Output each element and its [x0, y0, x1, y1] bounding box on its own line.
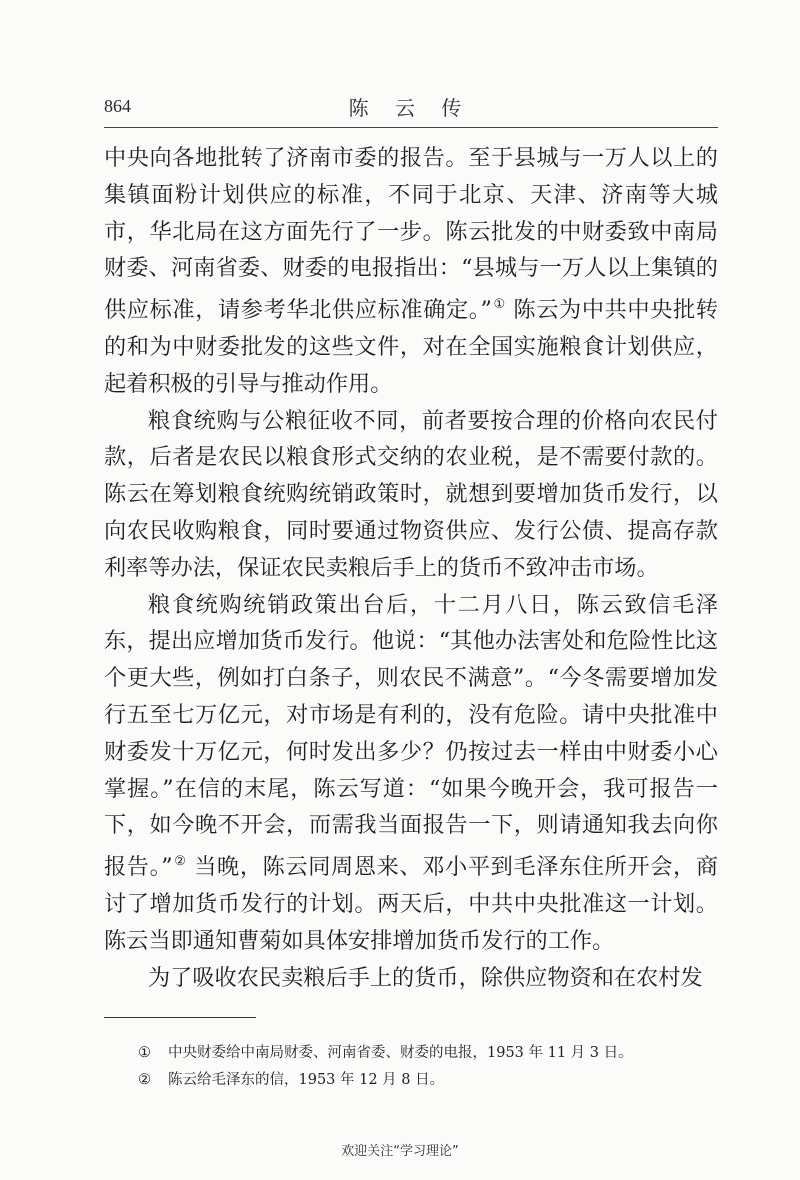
footnote-1	[138, 1040, 718, 1067]
paragraph-3-text: 粮食统购统销政策出台后，十二月八日，陈云致信毛泽东，提出应增加货币发行。他说：“其他办法害处和危险性比这个更大些，例如打白条子，则农民不满意”。“今冬需要增加发行五至七万亿元，对市场是有利的，没有危险。请中央批准中财委发十万亿元，何时发出多少？仍按过去一样由中财委小心掌握。”在信的末尾，陈云写道：“如果今晚开会，我可报告一下，如今晚不开会，而需我当面报告一下，则请通知我去向你报告。”	[104, 591, 718, 881]
paragraph-3	[104, 587, 718, 960]
caption: 欢迎关注“学习理论”	[341, 1144, 459, 1159]
footnotes	[138, 1040, 718, 1094]
footnote-ref-2: ②	[173, 854, 187, 870]
body-text	[104, 140, 718, 996]
paragraph-4	[104, 960, 718, 997]
paragraph-2	[104, 403, 718, 587]
footnote-1-text: 中央财委给中南局财委、河南省委、财委的电报，1953 年 11 月 3 日。	[168, 1045, 633, 1061]
footnote-2	[138, 1067, 718, 1094]
footnote-1-mark: ①	[138, 1045, 151, 1061]
footnote-ref-1: ①	[492, 297, 506, 313]
footnote-2-mark: ②	[138, 1072, 151, 1088]
paragraph-4-text: 为了吸收农民卖粮后手上的货币，除供应物资和在农村发	[148, 964, 703, 991]
paragraph-1	[104, 140, 718, 403]
page-number: 864	[104, 96, 131, 116]
paragraph-1-continued: 陈云为中共中央批转的和为中财委批发的这些文件，对在全国实施粮食计划供应，起着积极的引导与推动作用。	[104, 297, 719, 397]
running-title: 陈 云 传	[348, 96, 472, 120]
footnote-rule	[104, 1017, 256, 1018]
paragraph-2-text: 粮食统购与公粮征收不同，前者要按合理的价格向农民付款，后者是农民以粮食形式交纳的农业税，是不需要付款的。陈云在筹划粮食统购统销政策时，就想到要增加货币发行，以向农民收购粮食，同时要通过物资供应、发行公债、提高存款利率等办法，保证农民卖粮后手上的货币不致冲击市场。	[104, 407, 718, 581]
paragraph-1-text: 中央向各地批转了济南市委的报告。至于县城与一万人以上的集镇面粉计划供应的标准，不同于北京、天津、济南等大城市，华北局在这方面先行了一步。陈云批发的中财委致中南局财委、河南省委、财委的电报指出：“县城与一万人以上集镇的供应标准，请参考华北供应标准确定。”	[104, 145, 718, 324]
footnote-2-text: 陈云给毛泽东的信，1953 年 12 月 8 日。	[168, 1072, 445, 1088]
header-rule	[104, 127, 718, 128]
page-header	[104, 92, 716, 126]
paragraph-3-continued: 当晚，陈云同周恩来、邓小平到毛泽东住所开会，商讨了增加货币发行的计划。两天后，中共中央批准这一计划。陈云当即通知曹菊如具体安排增加货币发行的工作。	[104, 854, 719, 954]
